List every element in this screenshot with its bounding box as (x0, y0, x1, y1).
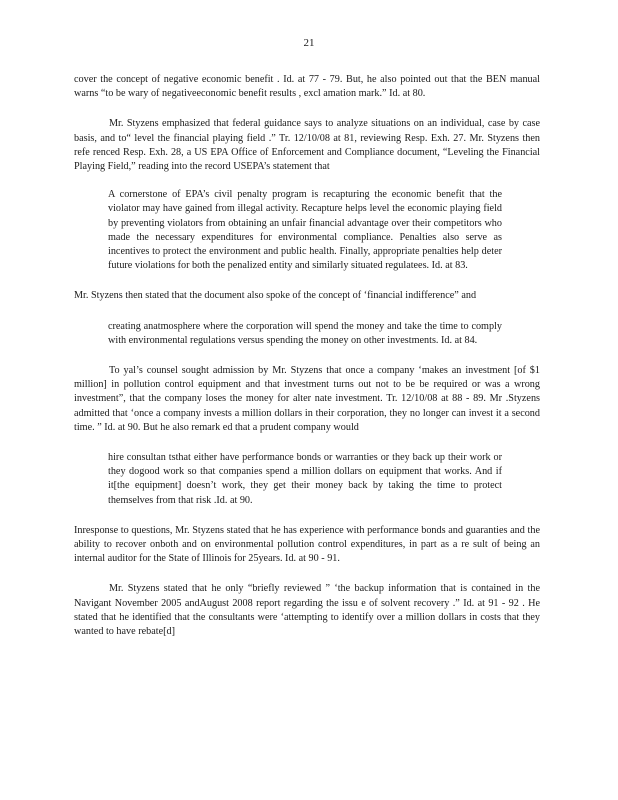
paragraph-response-questions: Inresponse to questions, Mr. Styzens stated that he has experience with performance bonds and guaranties and the ability to recover onboth and on environmental pollution control expenditures, in part as a re sult of being an internal auditor for the State of Illinois for 25years. Id. at 90 - 91. (74, 524, 540, 565)
paragraph-financial-indifference: Mr. Styzens then stated that the document also spoke of the concept of ‘financial indifference” and (74, 290, 477, 302)
paragraph-toyal-counsel: To yal’s counsel sought admission by Mr. Styzens that once a company ‘makes an investment [of $1 million] in pollution control equipment and that investment turns out not to be be required or was a wrong investment”, that the company loses the money for alter nate investment. Tr. 12/10/08 at 88 - 89. Mr .Styzens admitted that ‘once a company invests a million dollars in their corporation, they no longer can invest it a second time. ” Id. at 90. But he also remark ed that a prudent company would (74, 365, 540, 433)
paragraph-ben-manual: cover the concept of negative economic benefit . Id. at 77 - 79. But, he also pointed out that the BEN manual warns “to be wary of negativeeconomic benefit results , excl amation mark.” Id. at 80. (74, 74, 540, 100)
block-quote-hire-consultants: hire consultan tsthat either have performance bonds or warranties or they back up their work or they dogood work so that companies spend a million dollars on equipment that works. And if it[the equipment] doesn’t work, they get their money back by taking the time to protect themselves from that risk .Id. at 90. (108, 452, 502, 506)
block-quote-epa-cornerstone: A cornerstone of EPA’s civil penalty program is recapturing the economic benefit that the violator may have gained from illegal activity. Recapture helps level the economic playing field by preventing violators from obtaining an unfair financial advantage over their competitors who made the necessary expenditures for environmental compliance. Penalties also serve as incentives to protect the environment and public health. Finally, appropriate penalties help deter future violations for both the penalized entity and similarly situated regulatees. Id. at 83. (108, 189, 502, 272)
page-body (74, 73, 540, 639)
paragraph-briefly-reviewed: Mr. Styzens stated that he only “briefly reviewed ” ‘the backup information that is contained in the Navigant November 2005 andAugust 2008 report regarding the issu e of solvent recovery .” Id. at 91 - 92 . He stated that he identified that the consultants were ‘attempting to identify over a million dollars in costs that they wanted to have rebate[d] (74, 583, 540, 638)
page-number: 21 (303, 37, 315, 49)
block-quote-atmosphere: creating anatmosphere where the corporation will spend the money and take the time to comply with environmental regulations versus spending the money on other investments. Id. at 84. (108, 320, 502, 346)
paragraph-federal-guidance: Mr. Styzens emphasized that federal guidance says to analyze situations on an individual, case by case basis, and to“ level the financial playing field .” Tr. 12/10/08 at 81, reviewing Resp. Exh. 27. Mr. Styzens then refe renced Resp. Exh. 28, a US EPA Office of Enforcement and Compliance document, “Leveling the Financial Playing Field,” reading into the record USEPA’s statement that (74, 118, 540, 173)
